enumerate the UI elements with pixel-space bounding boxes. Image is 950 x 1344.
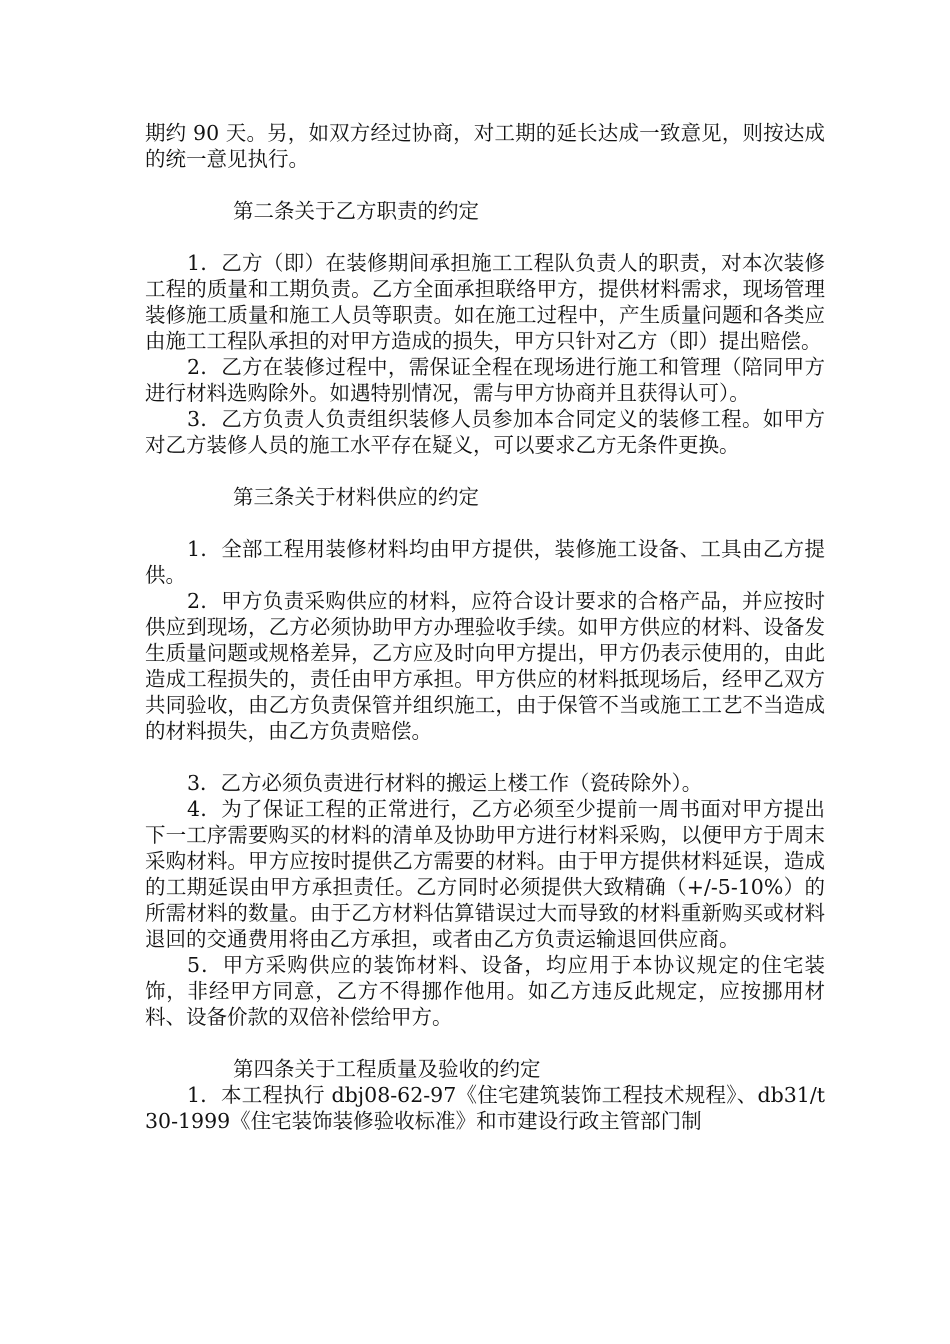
section-3-item-4: 4．为了保证工程的正常进行，乙方必须至少提前一周书面对甲方提出下一工序需要购买的材料的清单及协助甲方进行材料采购，以便甲方于周末采购材料。甲方应按时提供乙方需要的材料。由于甲方提供材料延误，造成的工期延误由甲方承担责任。乙方同时必须提供大致精确（+/-5-10%）的所需材料的数量。由于乙方材料估算错误过大而导致的材料重新购买或材料退回的交通费用将由乙方承担，或者由乙方负责运输退回供应商。 xyxy=(145,797,825,951)
spacer xyxy=(145,224,825,250)
section-2-item-2: 2．乙方在装修过程中，需保证全程在现场进行施工和管理（陪同甲方进行材料选购除外。如遇特别情况，需与甲方协商并且获得认可）。 xyxy=(145,355,825,405)
section-2-item-3: 3．乙方负责人负责组织装修人员参加本合同定义的装修工程。如甲方对乙方装修人员的施工水平存在疑义，可以要求乙方无条件更换。 xyxy=(145,407,825,457)
section-3-heading: 第三条关于材料供应的约定 xyxy=(233,485,479,509)
section-2-heading: 第二条关于乙方职责的约定 xyxy=(233,199,479,223)
section-4-item-1: 1．本工程执行 dbj08-62-97《住宅建筑装饰工程技术规程》、db31/t30-1999《住宅装饰装修验收标准》和市建设行政主管部门制 xyxy=(145,1083,825,1133)
section-4-heading: 第四条关于工程质量及验收的约定 xyxy=(233,1057,541,1081)
spacer xyxy=(145,1030,825,1056)
section-3-item-3: 3．乙方必须负责进行材料的搬运上楼工作（瓷砖除外）。 xyxy=(187,771,703,795)
section-2-item-1: 1．乙方（即）在装修期间承担施工工程队负责人的职责，对本次装修工程的质量和工期负责。乙方全面承担联络甲方，提供材料需求，现场管理装修施工质量和施工人员等职责。如在施工过程中，产生质量问题和各类应由施工工程队承担的对甲方造成的损失，甲方只针对乙方（即）提出赔偿。 xyxy=(145,251,825,353)
intro-paragraph: 期约 90 天。另，如双方经过协商，对工期的延长达成一致意见，则按达成的统一意见执行。 xyxy=(145,121,825,171)
section-3-item-2: 2．甲方负责采购供应的材料，应符合设计要求的合格产品，并应按时供应到现场，乙方必须协助甲方办理验收手续。如甲方供应的材料、设备发生质量问题或规格差异，乙方应及时向甲方提出，甲方仍表示使用的，由此造成工程损失的，责任由甲方承担。甲方供应的材料抵现场后，经甲乙双方共同验收，由乙方负责保管并组织施工，由于保管不当或施工工艺不当造成的材料损失，由乙方负责赔偿。 xyxy=(145,589,825,743)
spacer xyxy=(145,458,825,484)
spacer xyxy=(145,172,825,198)
section-3-item-1: 1．全部工程用装修材料均由甲方提供，装修施工设备、工具由乙方提供。 xyxy=(145,537,825,587)
spacer xyxy=(145,744,825,770)
section-3-item-5: 5．甲方采购供应的装饰材料、设备，均应用于本协议规定的住宅装饰，非经甲方同意，乙方不得挪作他用。如乙方违反此规定，应按挪用材料、设备价款的双倍补偿给甲方。 xyxy=(145,953,825,1029)
document-page xyxy=(145,120,825,1134)
spacer xyxy=(145,510,825,536)
